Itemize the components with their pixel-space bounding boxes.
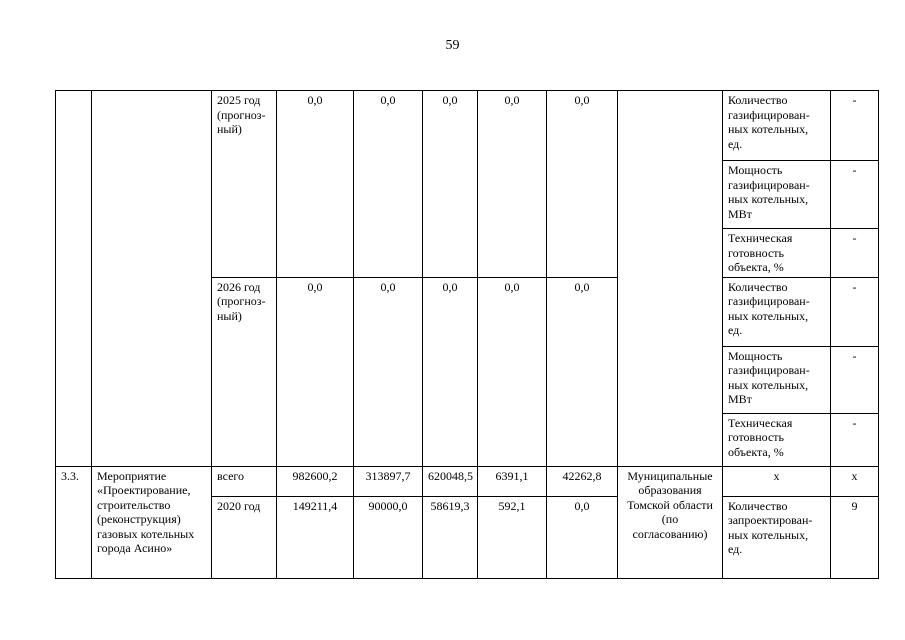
executor-cell: Муниципальные образования Томской области (по согласованию) [618, 466, 723, 578]
federal-value: 313897,7 [354, 466, 423, 496]
total-value: 0,0 [277, 277, 354, 466]
indicator-name: Техническая готовность объекта, % [723, 413, 831, 466]
extra-value: 0,0 [547, 496, 618, 578]
indicator-name: Мощность газифицирован-ных котельных, МВт [723, 346, 831, 413]
indicator-name: х [723, 466, 831, 496]
table-row [56, 91, 879, 161]
indicator-name: Количество газифицирован-ных котельных, ед. [723, 277, 831, 346]
name-cell-empty [92, 91, 212, 467]
indicator-value: - [831, 229, 879, 278]
year-cell: 2026 год (прогноз-ный) [212, 277, 277, 466]
local-value: 592,1 [478, 496, 547, 578]
total-value: 149211,4 [277, 496, 354, 578]
extra-value: 0,0 [547, 91, 618, 278]
indicator-name: Количество газифицирован-ных котельных, ед. [723, 91, 831, 161]
federal-value: 90000,0 [354, 496, 423, 578]
total-value: 0,0 [277, 91, 354, 278]
regional-value: 0,0 [423, 277, 478, 466]
program-table [55, 90, 879, 579]
indicator-value: х [831, 466, 879, 496]
year-cell: всего [212, 466, 277, 496]
year-cell: 2025 год (прогноз-ный) [212, 91, 277, 278]
indicator-value: 9 [831, 496, 879, 578]
regional-value: 0,0 [423, 91, 478, 278]
indicator-value: - [831, 277, 879, 346]
regional-value: 620048,5 [423, 466, 478, 496]
indicator-value: - [831, 413, 879, 466]
federal-value: 0,0 [354, 91, 423, 278]
measure-number: 3.3. [56, 466, 92, 578]
local-value: 6391,1 [478, 466, 547, 496]
indicator-value: - [831, 346, 879, 413]
regional-value: 58619,3 [423, 496, 478, 578]
local-value: 0,0 [478, 277, 547, 466]
indicator-name: Техническая готовность объекта, % [723, 229, 831, 278]
indicator-value: - [831, 161, 879, 229]
page-number: 59 [445, 38, 460, 53]
indicator-name: Количество запроектирован-ных котельных, ед. [723, 496, 831, 578]
extra-value: 0,0 [547, 277, 618, 466]
measure-name: Мероприятие «Проектирование, строительство (реконструкция) газовых котельных города Асино» [92, 466, 212, 578]
num-cell-empty [56, 91, 92, 467]
local-value: 0,0 [478, 91, 547, 278]
table-row [56, 466, 879, 496]
indicator-name: Мощность газифицирован-ных котельных, МВт [723, 161, 831, 229]
executor-cell-empty [618, 91, 723, 467]
year-cell: 2020 год [212, 496, 277, 578]
total-value: 982600,2 [277, 466, 354, 496]
federal-value: 0,0 [354, 277, 423, 466]
indicator-value: - [831, 91, 879, 161]
extra-value: 42262,8 [547, 466, 618, 496]
